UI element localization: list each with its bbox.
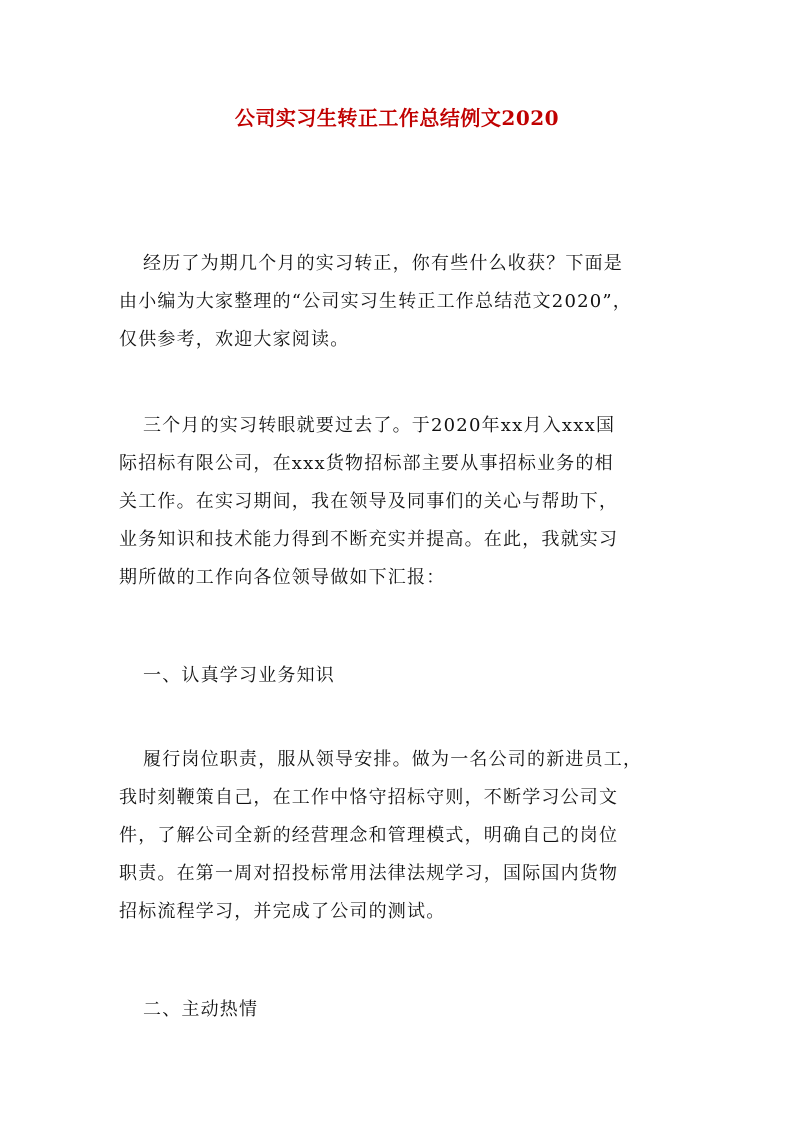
paragraph-line: 职责。在第一周对招投标常用法律法规学习，国际国内货物: [119, 863, 619, 884]
paragraph-overview: [119, 407, 679, 597]
section-heading-text: 一、认真学习业务知识: [143, 665, 335, 686]
paragraph-line: 经历了为期几个月的实习转正，你有些什么收获？下面是: [143, 253, 623, 274]
paragraph-line: 由小编为大家整理的“公司实习生转正工作总结范文2020”，: [119, 291, 633, 312]
paragraph-section-1: [119, 741, 679, 931]
paragraph-line: 关工作。在实习期间，我在领导及同事们的关心与帮助下，: [119, 491, 619, 512]
section-heading-text: 二、主动热情: [143, 999, 259, 1020]
paragraph-intro: [119, 245, 679, 359]
paragraph-line: 件，了解公司全新的经营理念和管理模式，明确自己的岗位: [119, 825, 619, 846]
paragraph-line: 业务知识和技术能力得到不断充实并提高。在此，我就实习: [119, 529, 619, 550]
paragraph-line: 三个月的实习转眼就要过去了。于2020年xx月入xxx国: [143, 415, 616, 436]
document-title: 公司实习生转正工作总结例文2020: [234, 106, 560, 130]
section-heading-1: [119, 657, 679, 695]
paragraph-line: 履行岗位职责，服从领导安排。做为一名公司的新进员工，: [143, 749, 643, 770]
paragraph-line: 仅供参考，欢迎大家阅读。: [119, 329, 350, 350]
paragraph-line: 我时刻鞭策自己，在工作中恪守招标守则，不断学习公司文: [119, 787, 619, 808]
paragraph-line: 招标流程学习，并完成了公司的测试。: [119, 901, 446, 922]
paragraph-line: 期所做的工作向各位领导做如下汇报：: [119, 567, 446, 588]
paragraph-line: 际招标有限公司，在xxx货物招标部主要从事招标业务的相: [119, 453, 614, 474]
section-heading-2: [119, 991, 679, 1029]
